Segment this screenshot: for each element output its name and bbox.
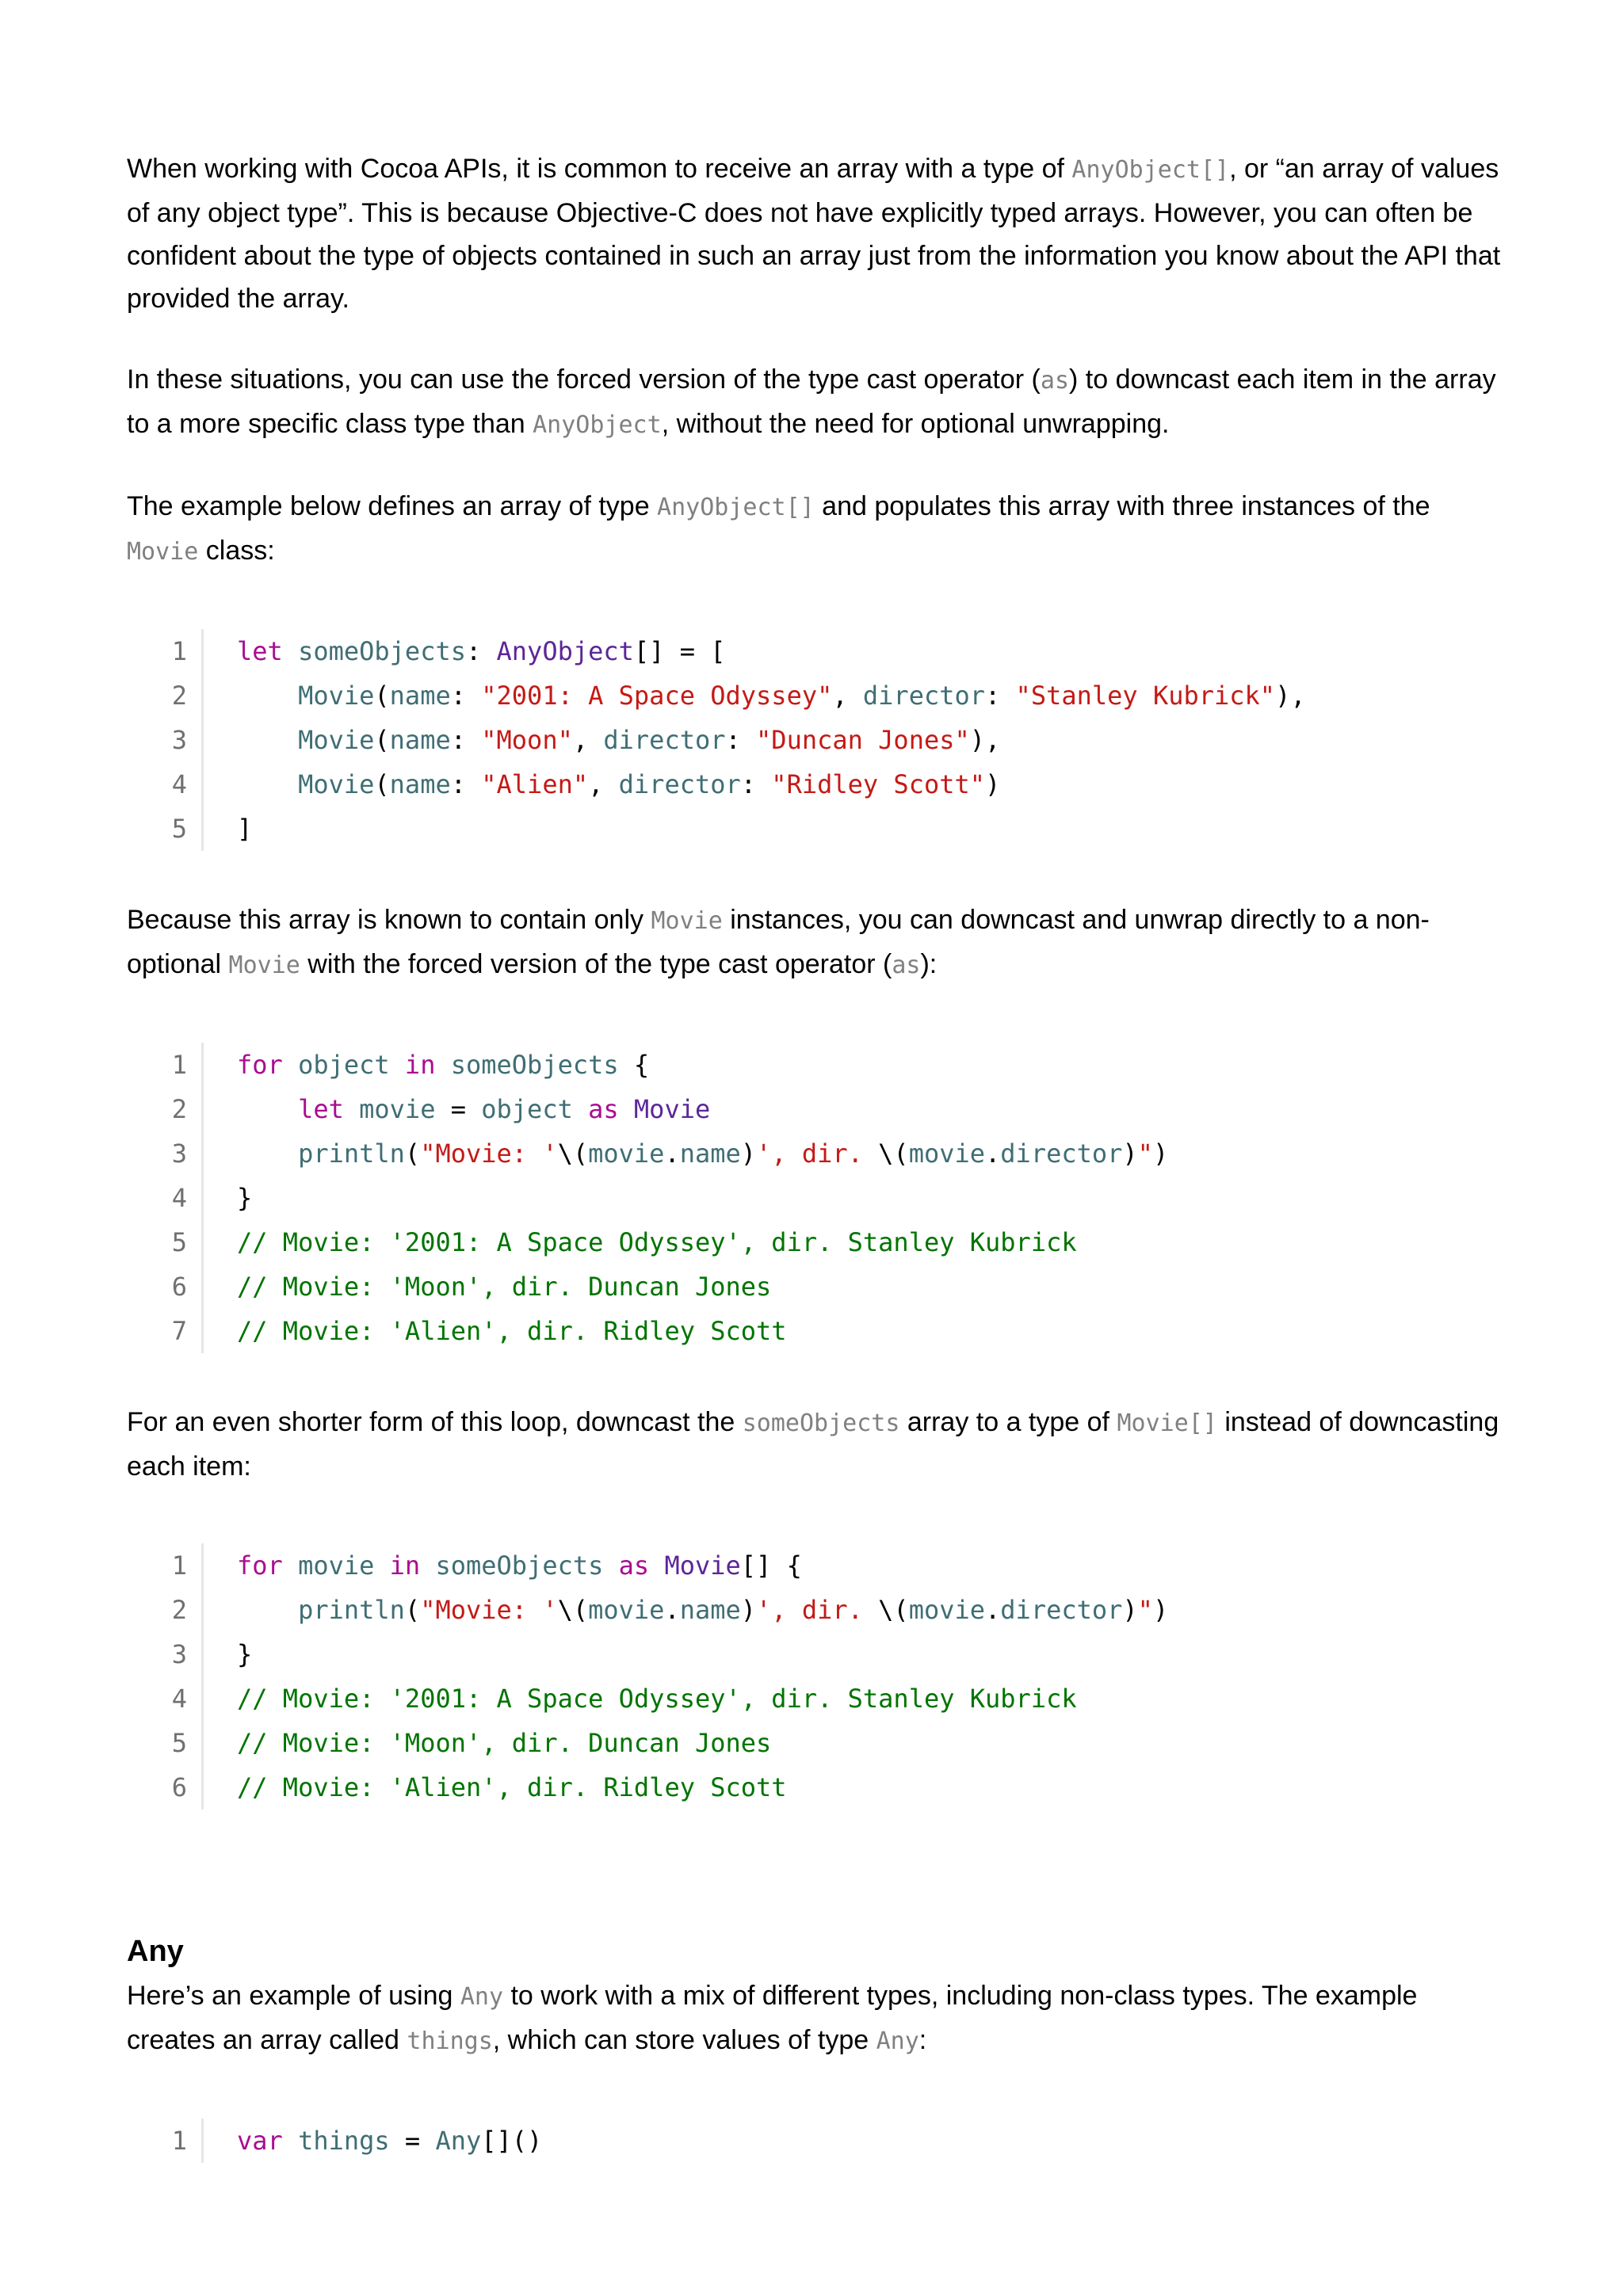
inline-code: AnyObject[]: [657, 494, 815, 521]
paragraph-text: Because this array is known to contain only: [127, 905, 651, 935]
code-line: [151, 1543, 1506, 1588]
code-token: Movie: [298, 725, 375, 755]
code-token: in: [404, 1050, 436, 1080]
line-number: 5: [151, 1721, 204, 1765]
code-token: Any: [435, 2126, 482, 2156]
code-token: ): [740, 1138, 757, 1169]
code-text: [204, 1309, 787, 1353]
code-token: "Moon": [481, 725, 573, 755]
line-number: 4: [151, 1676, 204, 1721]
code-token: \(: [557, 1595, 589, 1625]
code-token: println: [298, 1138, 405, 1169]
code-token: ,: [588, 769, 619, 799]
code-token: [237, 1094, 298, 1124]
line-number: 3: [151, 718, 204, 762]
inline-code: Movie: [651, 907, 723, 935]
code-text: [204, 673, 1306, 718]
code-token: name: [389, 725, 451, 755]
code-token: ): [1122, 1138, 1138, 1169]
code-token: ": [1137, 1138, 1153, 1169]
code-token: // Movie: 'Moon', dir. Duncan Jones: [237, 1272, 772, 1302]
line-number: 1: [151, 1543, 204, 1588]
code-token: // Movie: 'Alien', dir. Ridley Scott: [237, 1316, 787, 1346]
code-line: [151, 1087, 1506, 1131]
code-line: [151, 1220, 1506, 1264]
code-token: [237, 1138, 298, 1169]
code-token: [283, 1050, 298, 1080]
paragraph-example-intro: [127, 485, 1506, 574]
code-text: [204, 2119, 542, 2163]
code-text: [204, 762, 1000, 807]
paragraph-cocoa-arrays: [127, 147, 1506, 320]
code-text: [204, 1176, 252, 1220]
code-token: someObjects: [298, 636, 466, 666]
code-token: // Movie: '2001: A Space Odyssey', dir. Stanley Kubrick: [237, 1227, 1077, 1257]
code-token: (: [374, 769, 390, 799]
code-line: [151, 2119, 1506, 2163]
code-block-array-downcast: [151, 1543, 1506, 1810]
code-token: as: [618, 1550, 650, 1581]
code-token: ,: [832, 681, 863, 711]
code-token: Movie: [664, 1550, 741, 1581]
code-text: [204, 1043, 649, 1087]
code-text: [204, 1676, 1077, 1721]
paragraph-downcast-unwrap: [127, 898, 1506, 987]
paragraph-text: The example below defines an array of type: [127, 491, 658, 521]
line-number: 1: [151, 1043, 204, 1087]
code-token: ): [1152, 1595, 1169, 1625]
line-number: 6: [151, 1264, 204, 1309]
code-token: "Duncan Jones": [756, 725, 970, 755]
code-text: [204, 807, 252, 851]
code-token: [](): [481, 2126, 543, 2156]
code-token: (: [374, 681, 390, 711]
code-token: name: [679, 1138, 741, 1169]
code-token: {: [618, 1050, 650, 1080]
paragraph-text: :: [918, 2025, 927, 2055]
code-token: }: [237, 1639, 253, 1669]
code-token: "Ridley Scott": [771, 769, 986, 799]
code-token: "Movie: ': [420, 1595, 558, 1625]
paragraph-text: For an even shorter form of this loop, downcast the: [127, 1407, 743, 1437]
code-token: movie: [908, 1595, 986, 1625]
code-token: [603, 1550, 618, 1581]
code-text: [204, 629, 726, 673]
line-number: 6: [151, 1765, 204, 1810]
code-token: (: [374, 725, 390, 755]
code-line: [151, 629, 1506, 673]
inline-code: Movie[]: [1117, 1409, 1217, 1437]
code-token: ): [740, 1595, 757, 1625]
code-token: in: [389, 1550, 421, 1581]
code-token: let: [298, 1094, 344, 1124]
code-token: :: [450, 725, 482, 755]
code-line: [151, 718, 1506, 762]
inline-code: Any: [460, 1983, 504, 2011]
code-token: var: [237, 2126, 283, 2156]
code-token: // Movie: 'Alien', dir. Ridley Scott: [237, 1772, 787, 1802]
code-token: (: [404, 1595, 421, 1625]
code-block-things-array: [151, 2119, 1506, 2163]
code-text: [204, 1264, 771, 1309]
code-line: [151, 807, 1506, 851]
paragraph-text: Here’s an example of using: [127, 1981, 460, 2011]
paragraph-text: , or “an array of values of any object type”. This is because Objective-C does not have explicitly typed arrays. However, you can often be confident about the type of objects contained in such an array just from the information you know about the API that provided the array.: [127, 154, 1501, 314]
code-token: director: [1000, 1595, 1123, 1625]
code-token: [283, 2126, 298, 2156]
code-text: [204, 1543, 802, 1588]
code-token: things: [298, 2126, 390, 2156]
code-token: for: [237, 1050, 283, 1080]
code-text: [204, 1087, 710, 1131]
code-line: [151, 762, 1506, 807]
inline-code: Movie: [228, 952, 300, 979]
code-line: [151, 1264, 1506, 1309]
code-line: [151, 1632, 1506, 1676]
paragraph-text: and populates this array with three instances of the: [814, 491, 1430, 521]
code-token: // Movie: 'Moon', dir. Duncan Jones: [237, 1728, 772, 1758]
code-line: [151, 1676, 1506, 1721]
code-text: [204, 1220, 1077, 1264]
paragraph-text: to work with a mix of different types, including non-class types. The example creates an array called: [127, 1981, 1418, 2055]
code-token: director: [1000, 1138, 1123, 1169]
code-token: movie: [908, 1138, 986, 1169]
code-token: .: [985, 1138, 1001, 1169]
inline-code: as: [1040, 367, 1070, 395]
code-block-for-loop: [151, 1043, 1506, 1353]
code-token: Movie: [298, 681, 375, 711]
code-token: ]: [237, 814, 253, 844]
inline-code: someObjects: [742, 1409, 900, 1437]
code-token: [344, 1094, 359, 1124]
code-token: "Alien": [481, 769, 589, 799]
section-heading-any: Any: [127, 1935, 184, 1968]
code-token: .: [985, 1595, 1001, 1625]
code-token: }: [237, 1183, 253, 1213]
code-token: println: [298, 1595, 405, 1625]
document-body: [127, 147, 1506, 2210]
code-token: [237, 725, 298, 755]
code-token: name: [389, 681, 451, 711]
code-token: name: [389, 769, 451, 799]
code-token: [] {: [740, 1550, 802, 1581]
code-token: [237, 681, 298, 711]
code-token: :: [740, 769, 772, 799]
code-token: :: [450, 681, 482, 711]
line-number: 4: [151, 762, 204, 807]
code-token: [649, 1550, 664, 1581]
inline-code: AnyObject: [533, 411, 662, 439]
code-token: ): [1122, 1595, 1138, 1625]
code-token: :: [450, 769, 482, 799]
code-token: \(: [557, 1138, 589, 1169]
paragraph-text: class:: [198, 536, 275, 566]
inline-code: things: [407, 2027, 493, 2055]
code-token: "Stanley Kubrick": [1015, 681, 1276, 711]
code-token: director: [862, 681, 986, 711]
paragraph-text: , which can store values of type: [492, 2025, 876, 2055]
code-token: [435, 1050, 450, 1080]
line-number: 2: [151, 1588, 204, 1632]
code-token: [283, 636, 298, 666]
code-token: let: [237, 636, 283, 666]
line-number: 5: [151, 807, 204, 851]
paragraph-text: instead of downcasting each item:: [127, 1407, 1499, 1482]
code-line: [151, 1309, 1506, 1353]
paragraph-text: ) to downcast each item in the array to a more specific class type than: [127, 364, 1496, 439]
code-token: movie: [359, 1094, 436, 1124]
line-number: 5: [151, 1220, 204, 1264]
line-number: 1: [151, 629, 204, 673]
paragraph-shorter-form: [127, 1401, 1506, 1488]
code-line: [151, 1043, 1506, 1087]
code-token: object: [481, 1094, 573, 1124]
code-block-some-objects: [151, 629, 1506, 851]
code-token: object: [298, 1050, 390, 1080]
code-token: // Movie: '2001: A Space Odyssey', dir. Stanley Kubrick: [237, 1684, 1077, 1714]
paragraph-text: In these situations, you can use the forced version of the type cast operator (: [127, 364, 1041, 395]
code-token: :: [465, 636, 497, 666]
code-token: ),: [969, 725, 1001, 755]
code-token: [619, 1094, 634, 1124]
code-token: someObjects: [450, 1050, 619, 1080]
code-token: :: [725, 725, 757, 755]
code-token: movie: [588, 1138, 665, 1169]
code-token: Movie: [298, 769, 375, 799]
inline-code: Movie: [127, 538, 199, 566]
code-token: =: [435, 1094, 482, 1124]
line-number: 1: [151, 2119, 204, 2163]
inline-code: as: [892, 952, 921, 979]
paragraph-text: When working with Cocoa APIs, it is common to receive an array with a type of: [127, 154, 1072, 184]
code-token: ,: [572, 725, 604, 755]
code-token: ): [985, 769, 1001, 799]
code-token: AnyObject: [496, 636, 634, 666]
code-line: [151, 1765, 1506, 1810]
code-text: [204, 1131, 1168, 1176]
code-line: [151, 1721, 1506, 1765]
line-number: 3: [151, 1131, 204, 1176]
code-token: name: [679, 1595, 741, 1625]
paragraph-any-example: [127, 1974, 1506, 2063]
code-text: [204, 1765, 787, 1810]
line-number: 3: [151, 1632, 204, 1676]
paragraph-text: ):: [920, 949, 938, 979]
code-text: [204, 1721, 771, 1765]
code-token: ": [1137, 1595, 1153, 1625]
code-token: [390, 1050, 405, 1080]
code-text: [204, 718, 1000, 762]
inline-code: Any: [876, 2027, 919, 2055]
paragraph-text: with the forced version of the type cast operator (: [300, 949, 892, 979]
code-token: \(: [878, 1138, 909, 1169]
paragraph-forced-cast: [127, 358, 1506, 447]
code-token: [237, 1595, 298, 1625]
line-number: 2: [151, 673, 204, 718]
inline-code: AnyObject[]: [1071, 156, 1230, 184]
code-token: movie: [298, 1550, 375, 1581]
code-token: [573, 1094, 588, 1124]
code-token: .: [664, 1138, 680, 1169]
code-token: [] = [: [633, 636, 726, 666]
code-token: someObjects: [435, 1550, 604, 1581]
code-token: ', dir.: [756, 1595, 879, 1625]
code-token: [237, 769, 298, 799]
code-token: "2001: A Space Odyssey": [481, 681, 833, 711]
code-token: =: [389, 2126, 436, 2156]
paragraph-text: , without the need for optional unwrapping.: [661, 409, 1170, 439]
code-line: [151, 673, 1506, 718]
code-text: [204, 1588, 1168, 1632]
code-token: ),: [1275, 681, 1306, 711]
code-token: [374, 1550, 389, 1581]
code-text: [204, 1632, 252, 1676]
line-number: 2: [151, 1087, 204, 1131]
code-line: [151, 1176, 1506, 1220]
paragraph-text: array to a type of: [899, 1407, 1117, 1437]
code-token: ', dir.: [756, 1138, 879, 1169]
code-token: \(: [878, 1595, 909, 1625]
code-token: director: [618, 769, 741, 799]
code-token: [420, 1550, 435, 1581]
line-number: 7: [151, 1309, 204, 1353]
code-token: [283, 1550, 298, 1581]
paragraph-text: instances, you can downcast and unwrap directly to a non-optional: [127, 905, 1430, 979]
code-token: "Movie: ': [420, 1138, 558, 1169]
code-token: for: [237, 1550, 283, 1581]
code-token: :: [985, 681, 1016, 711]
code-token: as: [588, 1094, 619, 1124]
code-token: director: [603, 725, 726, 755]
code-token: ): [1152, 1138, 1169, 1169]
code-line: [151, 1131, 1506, 1176]
code-token: .: [664, 1595, 680, 1625]
code-token: (: [404, 1138, 421, 1169]
line-number: 4: [151, 1176, 204, 1220]
code-line: [151, 1588, 1506, 1632]
code-token: Movie: [633, 1094, 711, 1124]
code-token: movie: [588, 1595, 665, 1625]
